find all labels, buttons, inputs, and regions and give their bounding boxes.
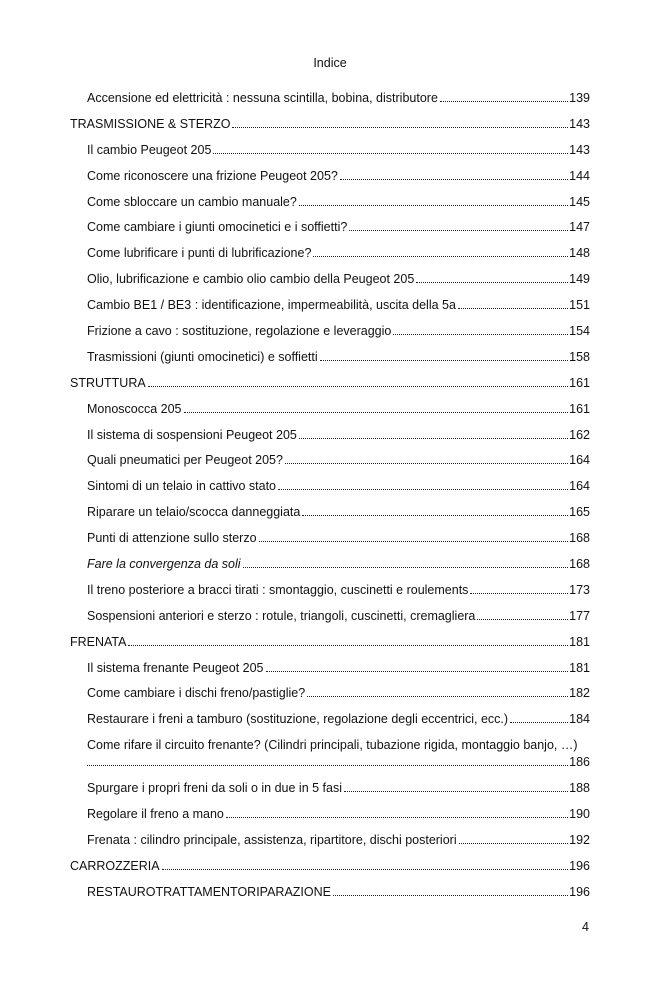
toc-entry[interactable] <box>70 399 590 416</box>
dot-leader <box>393 332 568 335</box>
dot-leader <box>285 461 568 464</box>
toc-entry-title: Frizione a cavo : sostituzione, regolazione e leveraggio <box>87 324 392 339</box>
dot-leader <box>416 280 568 283</box>
dot-leader <box>477 617 568 620</box>
toc-entry-title: Quali pneumatici per Peugeot 205? <box>87 453 283 468</box>
dot-leader <box>162 867 569 870</box>
toc-entry[interactable] <box>70 658 590 675</box>
toc-entry[interactable] <box>70 269 590 286</box>
toc-entry-page: 168 <box>569 531 590 546</box>
toc-entry-page: 158 <box>569 349 590 364</box>
dot-leader <box>344 789 568 792</box>
toc-entry-page: 196 <box>569 884 590 899</box>
toc-entry-title: Come cambiare i giunti omocinetici e i soffietti? <box>87 220 348 235</box>
dot-leader <box>510 720 568 723</box>
toc-entry[interactable] <box>70 243 590 260</box>
toc-entry[interactable] <box>70 295 590 312</box>
toc-entry-title: Frenata : cilindro principale, assistenza, ripartitore, dischi posteriori <box>87 832 457 847</box>
dot-leader <box>458 306 568 309</box>
toc-entry-title: Spurgare i propri freni da soli o in due in 5 fasi <box>87 781 343 796</box>
toc-entry-title: Sospensioni anteriori e sterzo : rotule, triangoli, cuscinetti, cremagliera <box>87 608 476 623</box>
toc-section-page: 181 <box>569 634 590 649</box>
toc-entry-title: Come lubrificare i punti di lubrificazione? <box>87 246 312 261</box>
dot-leader <box>333 893 568 896</box>
dot-leader <box>470 591 568 594</box>
toc-entry-title: Olio, lubrificazione e cambio olio cambio della Peugeot 205 <box>87 272 415 287</box>
toc-entry[interactable] <box>70 502 590 519</box>
toc-entry[interactable] <box>70 778 590 795</box>
dot-leader <box>243 565 569 568</box>
toc-entry-page: 184 <box>569 712 590 727</box>
toc-entry-page: 139 <box>569 91 590 105</box>
dot-leader <box>232 125 568 128</box>
toc-entry-page: 182 <box>569 686 590 701</box>
toc-entry-title: Accensione ed elettricità : nessuna scintilla, bobina, distributore <box>87 91 438 105</box>
toc-entry-title: Fare la convergenza da soli <box>87 557 241 572</box>
toc-entry-page: 161 <box>569 401 590 416</box>
dot-leader <box>128 643 568 646</box>
dot-leader <box>349 228 568 231</box>
toc-entry[interactable] <box>70 830 590 847</box>
toc-entry-title: Il cambio Peugeot 205 <box>87 142 212 157</box>
toc-entry-page: 165 <box>569 505 590 520</box>
toc-entry-page: 186 <box>569 755 590 770</box>
dot-leader <box>278 487 568 490</box>
dot-leader <box>213 151 568 154</box>
toc-entry[interactable] <box>70 217 590 234</box>
toc-entry-page: 147 <box>569 220 590 235</box>
toc-entry[interactable] <box>70 528 590 545</box>
dot-leader <box>299 436 568 439</box>
toc-entry-title: Come sbloccare un cambio manuale? <box>87 194 297 209</box>
toc-entry-title: Come cambiare i dischi freno/pastiglie? <box>87 686 306 701</box>
toc-entry[interactable] <box>70 425 590 442</box>
toc-entry[interactable] <box>70 606 590 623</box>
toc-entry-title: Il sistema frenante Peugeot 205 <box>87 660 264 675</box>
toc-entry[interactable] <box>70 192 590 209</box>
page-title: Indice <box>313 56 347 70</box>
toc-entry-page: 192 <box>569 832 590 847</box>
toc-entry-page: 154 <box>569 324 590 339</box>
page-number: 4 <box>582 920 589 934</box>
toc-entry[interactable] <box>70 735 590 769</box>
toc-entry-page: 164 <box>569 453 590 468</box>
toc-section-page: 161 <box>569 375 590 390</box>
dot-leader <box>313 254 568 257</box>
toc-section-page: 143 <box>569 116 590 131</box>
toc-section-title: TRASMISSIONE & STERZO <box>70 116 231 131</box>
dot-leader <box>340 177 568 180</box>
dot-leader <box>87 763 568 766</box>
toc-entry[interactable] <box>70 683 590 700</box>
toc-entry[interactable] <box>70 88 590 105</box>
toc-section[interactable] <box>70 856 590 873</box>
toc-entry-page: 144 <box>569 168 590 183</box>
toc-entry-title: RESTAUROTRATTAMENTORIPARAZIONE <box>87 884 331 899</box>
toc-entry[interactable] <box>70 476 590 493</box>
toc-entry-page: 145 <box>569 194 590 209</box>
dot-leader <box>266 669 569 672</box>
toc-entry-title: Il sistema di sospensioni Peugeot 205 <box>87 427 297 442</box>
toc-entry[interactable] <box>70 347 590 364</box>
dot-leader <box>320 358 569 361</box>
toc-entry-title: Come rifare il circuito frenante? (Cilindri principali, tubazione rigida, montaggio banjo, …) <box>87 738 578 753</box>
toc-entry-title: Cambio BE1 / BE3 : identificazione, impermeabilità, uscita della 5a <box>87 298 456 313</box>
toc-entry-page: 188 <box>569 781 590 796</box>
toc-entry-title: Monoscocca 205 <box>87 401 182 416</box>
toc-entry[interactable] <box>70 580 590 597</box>
toc-entry[interactable] <box>70 140 590 157</box>
toc-entry-page: 190 <box>569 807 590 822</box>
toc-section-title: CARROZZERIA <box>70 858 160 873</box>
toc-entry-page: 181 <box>569 660 590 675</box>
dot-leader <box>148 384 568 387</box>
toc-entry-title: Come riconoscere una frizione Peugeot 205? <box>87 168 338 183</box>
toc-section-title: STRUTTURA <box>70 375 146 390</box>
toc-entry-title: Punti di attenzione sullo sterzo <box>87 531 257 546</box>
toc-entry[interactable] <box>70 166 590 183</box>
dot-leader <box>307 694 568 697</box>
toc-entry[interactable] <box>70 321 590 338</box>
dot-leader <box>459 841 569 844</box>
toc-entry[interactable] <box>70 709 590 726</box>
toc-section[interactable] <box>70 114 590 131</box>
toc-entry-title: Il treno posteriore a bracci tirati : smontaggio, cuscinetti e roulements <box>87 582 469 597</box>
toc-entry-title: Sintomi di un telaio in cattivo stato <box>87 479 276 494</box>
toc-entry[interactable] <box>70 450 590 467</box>
toc-entry-page: 149 <box>569 272 590 287</box>
toc-entry[interactable] <box>70 554 590 571</box>
toc-entry-page: 173 <box>569 582 590 597</box>
toc-section[interactable] <box>70 632 590 649</box>
table-of-contents <box>70 88 590 908</box>
toc-entry-page: 143 <box>569 142 590 157</box>
dot-leader <box>299 203 568 206</box>
toc-entry-title: Restaurare i freni a tamburo (sostituzione, regolazione degli eccentrici, ecc.) <box>87 712 509 727</box>
toc-entry-page: 164 <box>569 479 590 494</box>
toc-section-title: FRENATA <box>70 634 127 649</box>
toc-entry-page: 168 <box>569 557 590 572</box>
toc-section-page: 196 <box>569 858 590 873</box>
toc-entry[interactable] <box>70 882 590 899</box>
toc-section[interactable] <box>70 373 590 390</box>
dot-leader <box>259 539 569 542</box>
dot-leader <box>226 815 568 818</box>
toc-entry-page: 177 <box>569 608 590 623</box>
dot-leader <box>302 513 568 516</box>
toc-entry[interactable] <box>70 804 590 821</box>
toc-entry-title: Riparare un telaio/scocca danneggiata <box>87 505 301 520</box>
dot-leader <box>184 410 569 413</box>
toc-entry-title: Regolare il freno a mano <box>87 807 224 822</box>
toc-entry-title: Trasmissioni (giunti omocinetici) e soffietti <box>87 349 318 364</box>
dot-leader <box>440 99 568 102</box>
toc-entry-page: 148 <box>569 246 590 261</box>
toc-entry-page: 162 <box>569 427 590 442</box>
toc-entry-page: 151 <box>569 298 590 313</box>
